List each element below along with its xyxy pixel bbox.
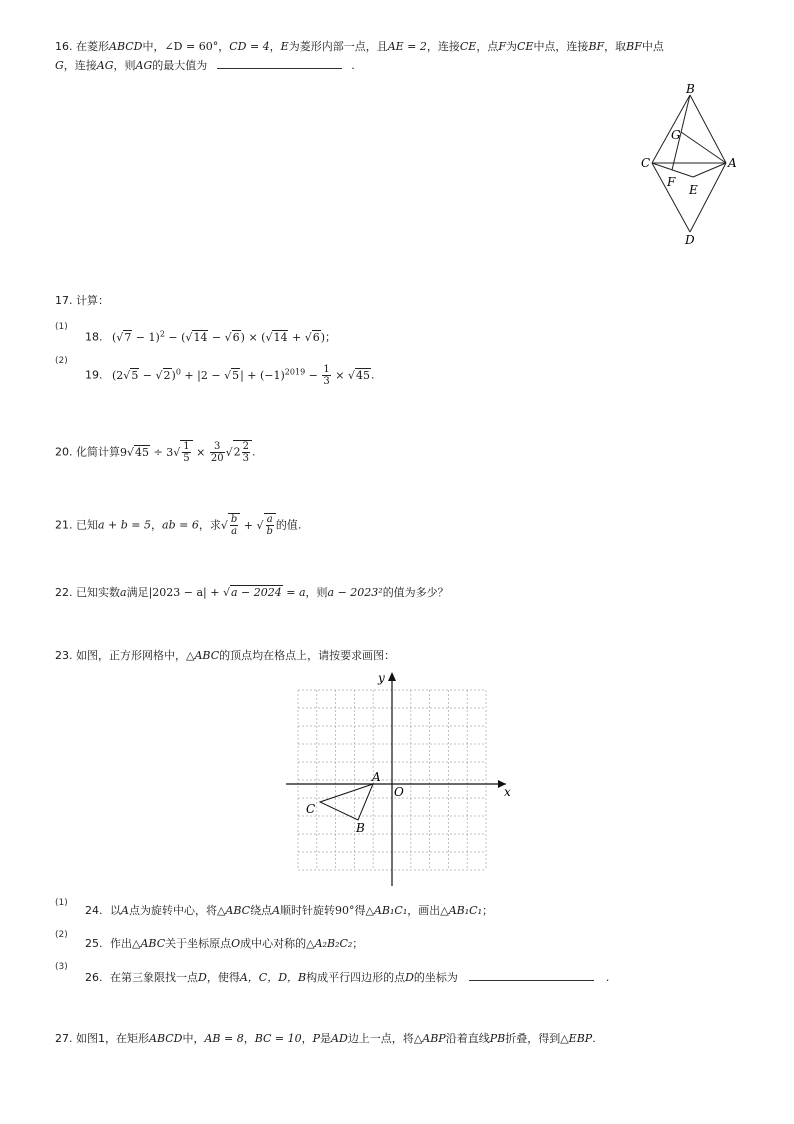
q19-line: 19. $(2√5 - √2)^0 + |2 - √5| + (-1)^{2019}$ − $\frac{1}{3}$ × √45.	[85, 364, 375, 388]
label-o: O	[394, 785, 404, 799]
q25-index: (2)	[55, 930, 68, 940]
label-c: C	[306, 802, 316, 816]
angle-d-expr: ∠D = 60°	[164, 40, 219, 53]
label-b: B	[686, 82, 695, 96]
q16-answer-blank[interactable]	[217, 58, 342, 69]
q26-index: (3)	[55, 962, 68, 972]
q21-formula: √ $\frac{b}{a}$ + √ $\frac{a}{b}$	[221, 519, 276, 532]
q24-line: 24. 以A点为旋转中心，将△ABC绕点A顺时针旋转90°得△AB₁C₁，画出△AB₁C₁；	[85, 904, 493, 917]
q21-line: 21. 已知a + b = 5，ab = 6，求√ $\frac{b}{a}$ + √ $\frac{a}{b}$ 的值.	[55, 514, 302, 537]
edge-ad	[690, 163, 726, 232]
label-y: y	[378, 671, 385, 685]
q17-line: 17. 计算：	[55, 294, 109, 307]
q26-answer-blank[interactable]	[469, 970, 594, 981]
q18-index: (1)	[55, 322, 68, 332]
label-d: D	[685, 233, 695, 247]
q18-line: 18. $(√7 - 1)^2 - (√14 - √6) \times (√14 + √6)$；	[85, 329, 337, 344]
triangle-abc	[320, 784, 373, 820]
label-x: x	[504, 785, 511, 799]
label-a: A	[372, 770, 381, 784]
q26-line: 26. 在第三象限找一点D，使得A，C，D，B构成平行四边形的点D的坐标为 .	[85, 971, 610, 984]
label-e: E	[689, 183, 698, 197]
label-g: G	[671, 128, 681, 142]
label-b: B	[356, 821, 365, 835]
coordinate-grid-figure	[280, 668, 520, 890]
rhombus-figure	[635, 82, 745, 247]
q16-line1: 16. 在菱形ABCD中，∠D = 60°，CD = 4，E为菱形内部一点，且AE = 2，连接CE，点F为CE中点，连接BF，取BF中点	[55, 40, 664, 53]
segment-ga	[681, 132, 726, 163]
q25-line: 25. 作出△ABC关于坐标原点O成中心对称的△A₂B₂C₂；	[85, 937, 364, 950]
q18-formula: $(√7 - 1)^2 - (√14 - √6) \times (√14 + √6)$	[112, 329, 326, 344]
q23-line: 23. 如图，正方形网格中，△ABC的顶点均在格点上，请按要求画图：	[55, 649, 396, 662]
edge-dc	[652, 163, 690, 232]
segment-ae	[693, 163, 726, 177]
q20-line: 20. 化简计算9√45 ÷ 3√ $\frac{1}{5}$ × $\frac{3}{20}$ √2 $\frac{2}{3}$ .	[55, 441, 256, 464]
y-axis-arrow	[388, 672, 396, 681]
q20-formula: 9√45 ÷ 3√ $\frac{1}{5}$ × $\frac{3}{20}$ √2 $\frac{2}{3}$	[120, 446, 252, 459]
q19-index: (2)	[55, 356, 68, 366]
label-a: A	[728, 156, 737, 170]
q27-line: 27. 如图1，在矩形ABCD中，AB = 8，BC = 10，P是AD边上一点，将△ABP沿着直线PB折叠，得到△EBP.	[55, 1032, 596, 1045]
q22-line: 22. 已知实数a满足|2023 − a| + √a − 2024 = a，则a − 2023²的值为多少？	[55, 586, 449, 599]
label-c: C	[641, 156, 651, 170]
label-f: F	[667, 175, 676, 189]
q16-line2: G，连接AG，则AG的最大值为 .	[55, 59, 355, 72]
edge-ba	[690, 95, 726, 163]
q19-formula: $(2√5 - √2)^0 + |2 - √5| + (-1)^{2019}$ − $\frac{1}{3}$ × √45	[112, 364, 370, 388]
q24-index: (1)	[55, 898, 68, 908]
